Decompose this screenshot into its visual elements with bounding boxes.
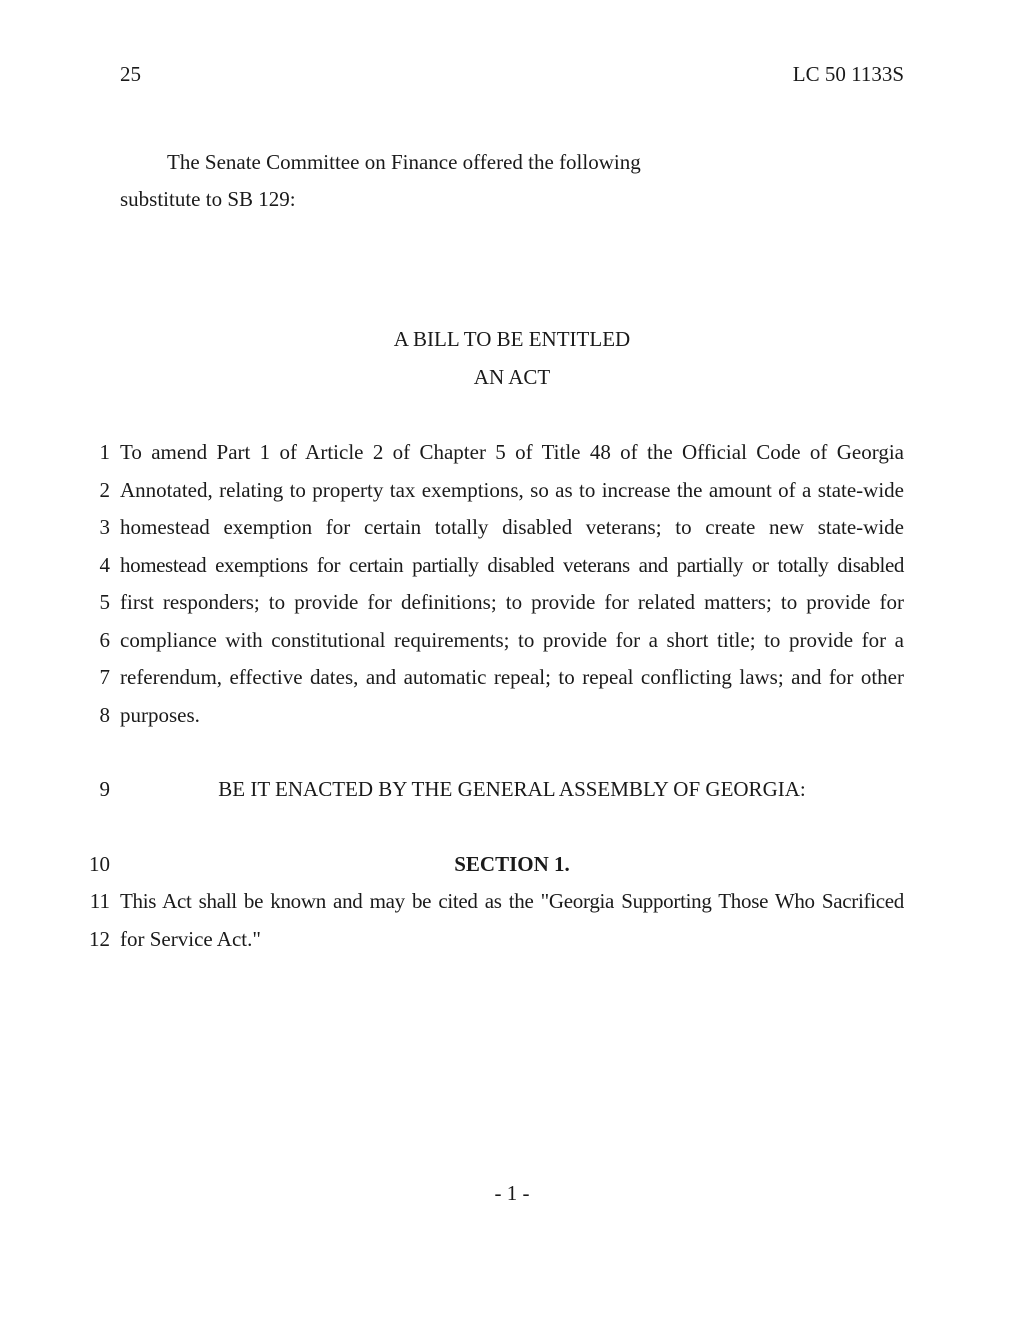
bill-title: A BILL TO BE ENTITLED — [393, 327, 631, 351]
numbered-line — [0, 665, 1024, 703]
line-number: 2 — [99, 478, 110, 502]
line-number: 3 — [99, 515, 110, 539]
enacting-clause: BE IT ENACTED BY THE GENERAL ASSEMBLY OF GEORGIA: — [218, 777, 806, 801]
numbered-line — [0, 590, 1024, 628]
numbered-line — [0, 777, 1024, 815]
line-number: 7 — [99, 665, 110, 689]
numbered-line — [0, 515, 1024, 553]
section-heading: SECTION 1. — [454, 852, 570, 876]
line-number: 4 — [99, 553, 110, 577]
line-number: 8 — [99, 703, 110, 727]
numbered-line — [0, 478, 1024, 516]
intro-line-2: substitute to SB 129: — [120, 187, 296, 211]
numbered-line — [0, 553, 1024, 591]
line-text: referendum, effective dates, and automatic repeal; to repeal conflicting laws; and for other — [120, 665, 904, 689]
line-text: To amend Part 1 of Article 2 of Chapter 5 of Title 48 of the Official Code of Georgia — [120, 440, 904, 464]
line-number: 6 — [99, 628, 110, 652]
act-title: AN ACT — [473, 365, 551, 389]
header-page-ref: 25 — [120, 62, 141, 86]
line-text: Annotated, relating to property tax exemptions, so as to increase the amount of a state-wide — [120, 478, 904, 502]
line-number: 1 — [99, 440, 110, 464]
line-text: homestead exemptions for certain partially disabled veterans and partially or totally disabled — [120, 553, 904, 577]
intro-block — [120, 144, 680, 218]
header-doc-code: LC 50 1133S — [792, 62, 904, 86]
line-text: for Service Act." — [120, 927, 261, 951]
line-number: 11 — [89, 889, 110, 913]
intro-line-1: The Senate Committee on Finance offered the following — [167, 150, 641, 174]
numbered-line — [0, 927, 1024, 965]
line-text: first responders; to provide for definitions; to provide for related matters; to provide for — [120, 590, 904, 614]
line-number: 10 — [89, 852, 110, 876]
line-text: homestead exemption for certain totally disabled veterans; to create new state-wide — [120, 515, 904, 539]
line-text: purposes. — [120, 703, 200, 727]
numbered-line — [0, 852, 1024, 890]
numbered-line — [0, 889, 1024, 927]
line-number: 9 — [99, 777, 110, 801]
line-number: 12 — [89, 927, 110, 951]
line-text: This Act shall be known and may be cited as the "Georgia Supporting Those Who Sacrificed — [120, 889, 904, 913]
line-number: 5 — [99, 590, 110, 614]
numbered-line — [0, 628, 1024, 666]
line-text: compliance with constitutional requirements; to provide for a short title; to provide for a — [120, 628, 904, 652]
numbered-line — [0, 440, 1024, 478]
numbered-line — [0, 703, 1024, 741]
page-number: - 1 - — [494, 1181, 530, 1205]
